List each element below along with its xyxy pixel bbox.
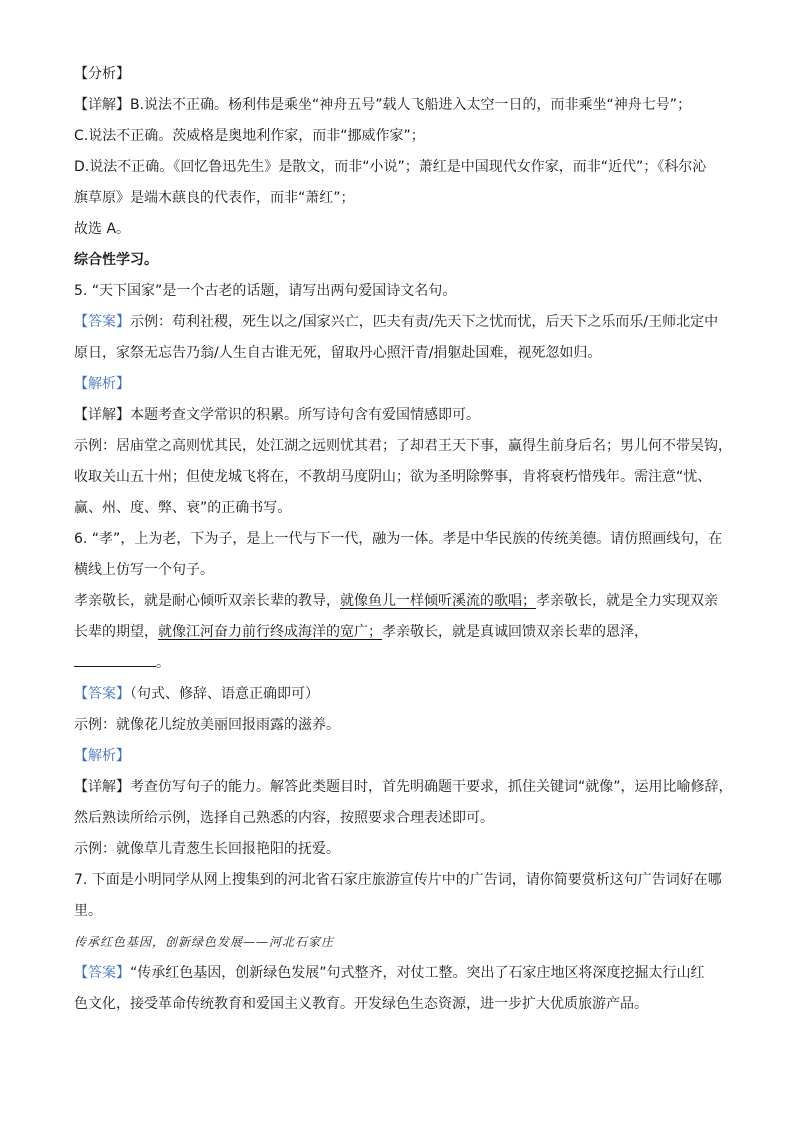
question-6: 6. “孝”，上为老，下为子，是上一代与下一代，融为一体。孝是中华民族的传统美德。请仿照画线句，在 — [74, 531, 723, 547]
section-title: 综合性学习。 — [74, 252, 158, 268]
question-7: 7. 下面是小明同学从网上搜集到的河北省石家庄旅游宣传片中的广告词，请你简要赏析这句广告词好在哪 — [74, 872, 722, 888]
detail-5: 收取关山五十州；但使龙城飞将在，不教胡马度阴山；欲为圣明除弊事，肯将衰朽惜残年。需注意“忧、 — [74, 469, 712, 485]
document-page — [74, 62, 733, 1016]
answer-5-cont: 原日，家祭无忘告乃翁/人生自古谁无死，留取丹心照汗青/捐躯赴国难，视死忽如归。 — [74, 345, 602, 361]
answer-blank — [74, 652, 156, 667]
question-6-passage: 孝亲敬长，就是耐心倾听双亲长辈的教导，就像鱼儿一样倾听溪流的歌唱；孝亲敬长，就是全力实现双亲 — [74, 593, 718, 609]
explanation-line: 【详解】B.说法不正确。杨利伟是乘坐“神舟五号”载人飞船进入太空一日的，而非乘坐“神舟七号”； — [74, 97, 692, 113]
underlined-sentence: 就像鱼儿一样倾听溪流的歌唱； — [340, 593, 536, 609]
answer-6-example: 示例：就像花儿绽放美丽回报雨露的滋养。 — [74, 717, 340, 733]
explanation-line: D.说法不正确。《回忆鲁迅先生》是散文，而非“小说”；萧红是中国现代女作家，而非“近代”；《科尔沁 — [74, 159, 707, 175]
question-6: 横线上仿写一个句子。 — [74, 562, 214, 578]
analysis-heading: 【分析】 — [74, 66, 130, 82]
underlined-sentence: 就像江河奋力前行终成海洋的宽广； — [158, 624, 382, 640]
question-6-passage: 长辈的期望，就像江河奋力前行终成海洋的宽广；孝亲敬长，就是真诚回馈双亲长辈的恩泽， — [74, 624, 648, 640]
analysis-tag: 【解析】 — [74, 376, 130, 392]
detail-6: 示例：就像草儿青葱生长回报艳阳的抚爱。 — [74, 841, 340, 857]
answer-tag: 【答案】 — [74, 314, 130, 330]
question-5: 5. “天下国家”是一个古老的话题，请写出两句爱国诗文名句。 — [74, 283, 457, 299]
answer-blank-line: 。 — [74, 651, 724, 675]
answer-5: 【答案】示例：苟利社稷，死生以之/国家兴亡，匹夫有责/先天下之忧而忧，后天下之乐而乐/王师北定中 — [74, 314, 719, 330]
explanation-line: C.说法不正确。茨威格是奥地利作家，而非“挪威作家”； — [74, 128, 425, 144]
ad-slogan: 传承红色基因，创新绿色发展——河北石家庄 — [74, 935, 335, 949]
detail-5: 示例：居庙堂之高则忧其民，处江湖之远则忧其君；了却君王天下事，赢得生前身后名；男儿何不带吴钩， — [74, 438, 732, 454]
detail-5: 赢、州、度、弊、衰”的正确书写。 — [74, 500, 292, 516]
detail-6: 【详解】考查仿写句子的能力。解答此类题目时，首先明确题干要求，抓住关键词“就像”，运用比喻修辞， — [74, 779, 733, 795]
analysis-tag: 【解析】 — [74, 748, 130, 764]
answer-conclusion: 故选 A。 — [74, 221, 131, 237]
answer-6: 【答案】（句式、修辞、语意正确即可） — [74, 686, 319, 702]
detail-6: 然后熟读所给示例，选择自己熟悉的内容，按照要求合理表述即可。 — [74, 810, 494, 826]
answer-tag: 【答案】 — [74, 965, 130, 981]
answer-7-cont: 色文化，接受革命传统教育和爱国主义教育。开发绿色生态资源，进一步扩大优质旅游产品。 — [74, 996, 648, 1012]
explanation-line: 旗草原》是端木蕻良的代表作，而非“萧红”； — [74, 190, 355, 206]
detail-5: 【详解】本题考查文学常识的积累。所写诗句含有爱国情感即可。 — [74, 407, 480, 423]
question-7: 里。 — [74, 903, 102, 919]
answer-7: 【答案】“传承红色基因，创新绿色发展”句式整齐，对仗工整。突出了石家庄地区将深度挖掘太行山红 — [74, 965, 705, 981]
answer-tag: 【答案】 — [74, 686, 130, 702]
